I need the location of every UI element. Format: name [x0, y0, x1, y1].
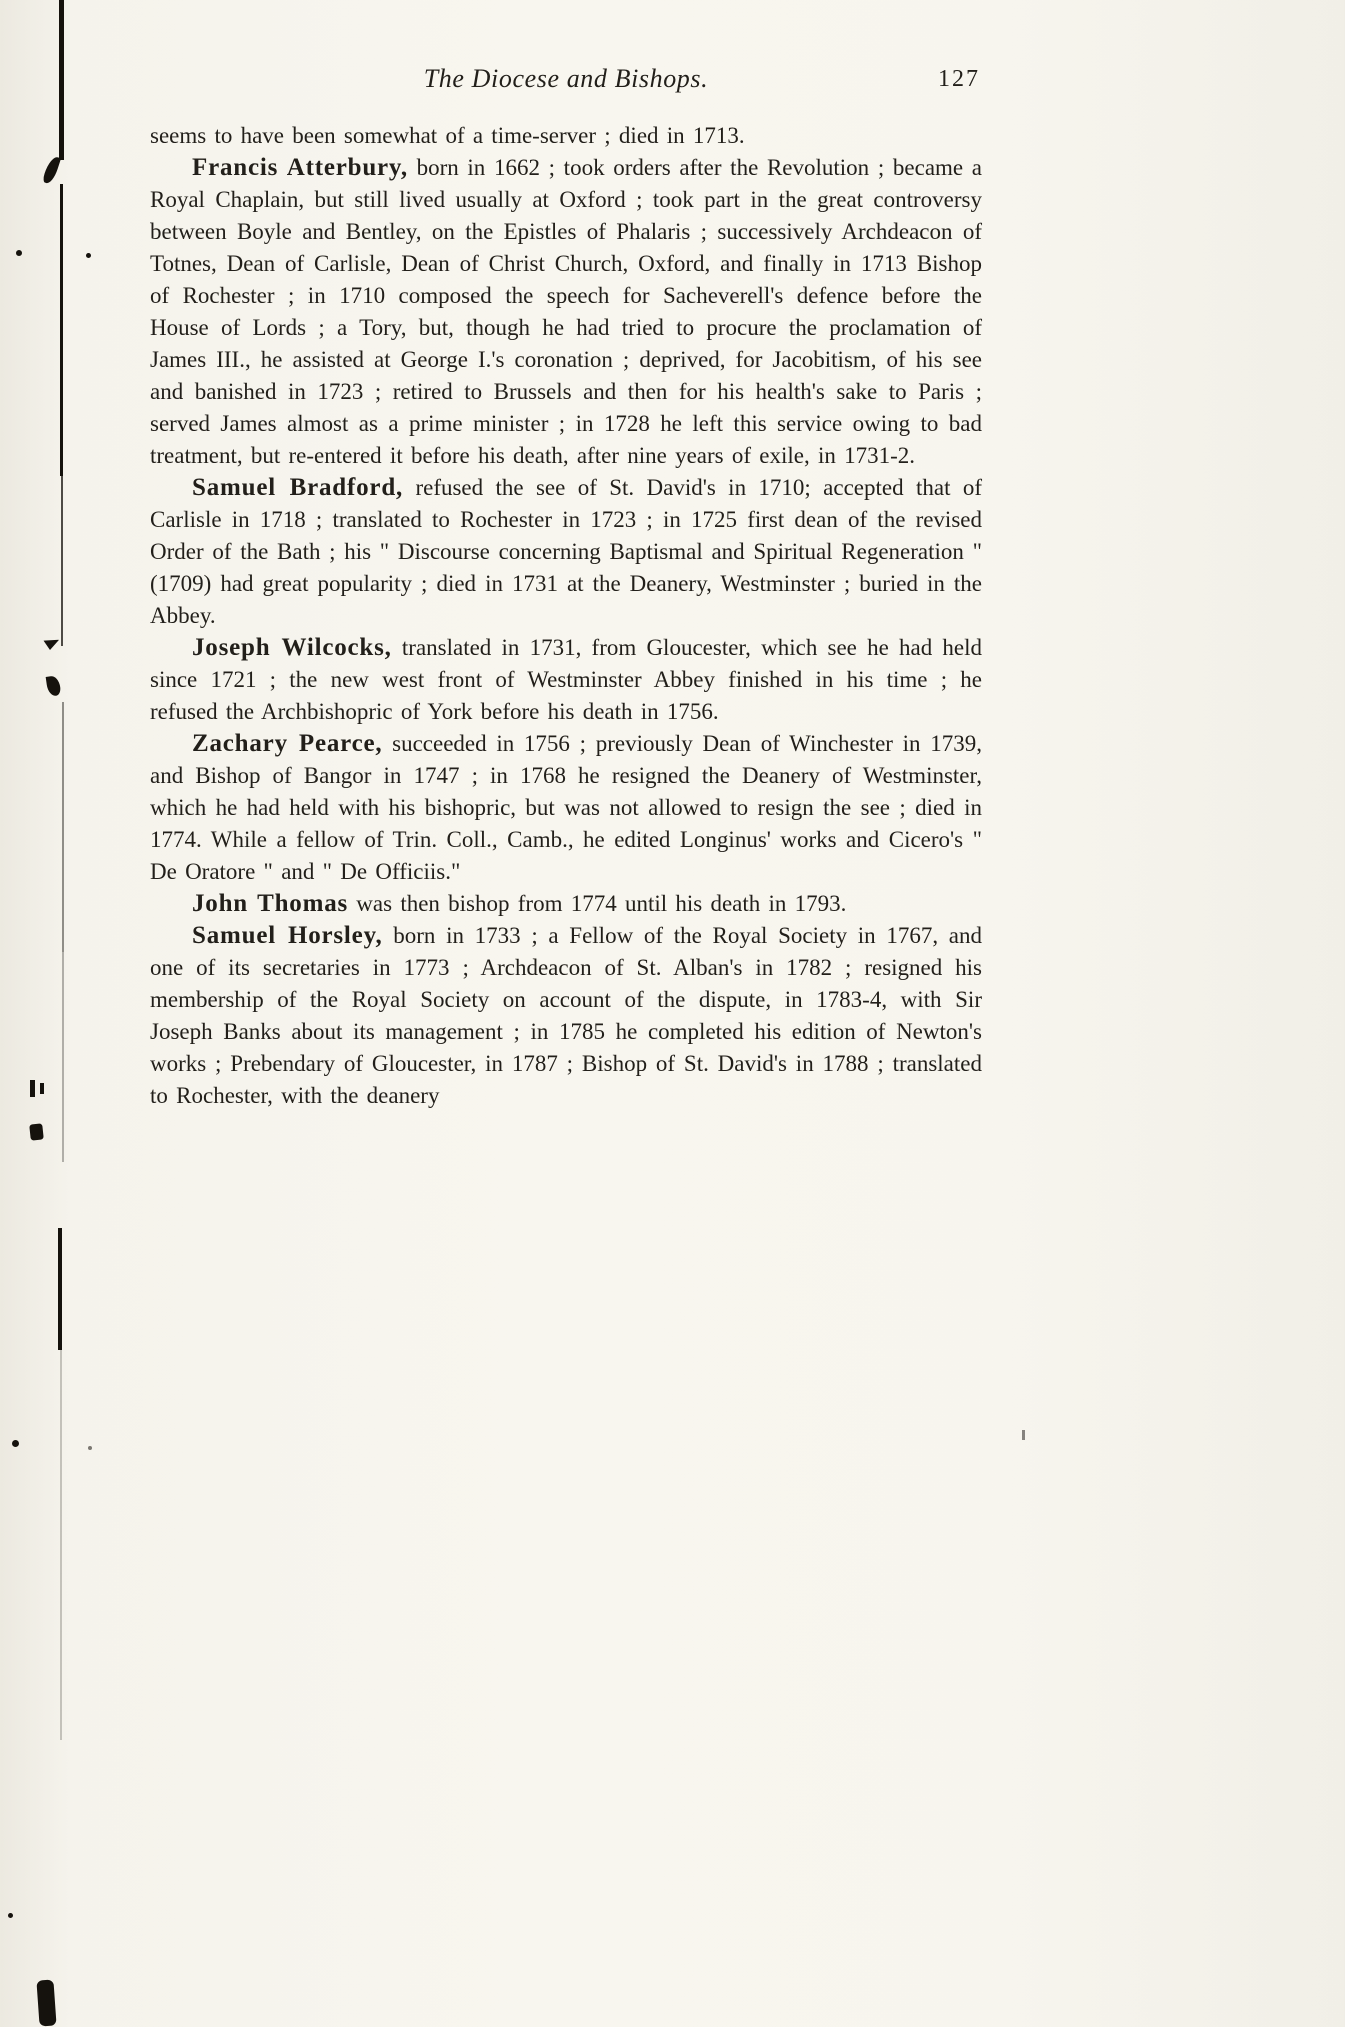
bishop-name: Zachary Pearce,: [192, 730, 383, 757]
bishop-name: Samuel Bradford,: [192, 474, 404, 501]
ink-dot: [8, 1913, 13, 1918]
binding-line-segment: [60, 1350, 62, 1740]
ink-dot: [16, 250, 22, 256]
ink-mark: [42, 155, 61, 185]
paragraph-text: born in 1733 ; a Fellow of the Royal Society in 1767, and one of its secretaries in 1773 ; Archdeacon of St. Alban's in 1782 ; resigned his membership of the Royal Society on account of the dispute, in 1783-4, with Sir Joseph Banks about its management ; in 1785 he completed his edition of Newton's works ; Prebendary of Gloucester, in 1787 ; Bishop of St. David's in 1788 ; translated to Rochester, with the deanery: [150, 923, 982, 1108]
paragraph-text: translated in 1731, from Gloucester, which see he had held since 1721 ; the new west front of Westminster Abbey finished in his time ; he refused the Archbishopric of York before his death in 1756.: [150, 635, 982, 724]
binding-line-segment: [60, 184, 63, 476]
binding-line-segment: [62, 952, 64, 1162]
binding-line-segment: [59, 0, 64, 160]
binding-line-segment: [58, 1228, 62, 1350]
paragraph-samuel-bradford: [150, 472, 982, 632]
ink-dot: [88, 1446, 92, 1450]
bishop-name: John Thomas: [192, 890, 349, 917]
ink-mark: [1022, 1430, 1025, 1440]
paragraph-text: born in 1662 ; took orders after the Revolution ; became a Royal Chaplain, but still lived usually at Oxford ; took part in the great controversy between Boyle and Bentley, on the Epistles of Phalaris ; successively Archdeacon of Totnes, Dean of Carlisle, Dean of Christ Church, Oxford, and finally in 1713 Bishop of Rochester ; in 1710 composed the speech for Sacheverell's defence before the House of Lords ; a Tory, but, though he had tried to procure the proclamation of James III., he assisted at George I.'s coronation ; deprived, for Jacobitism, of his see and banished in 1723 ; retired to Brussels and then for his health's sake to Paris ; served James almost as a prime minister ; in 1728 he left this service owing to bad treatment, but re-entered it before his death, after nine years of exile, in 1731-2.: [150, 155, 982, 468]
paragraph-francis-atterbury: [150, 152, 982, 472]
paragraph-text: succeeded in 1756 ; previously Dean of Winchester in 1739, and Bishop of Bangor in 1747 ; in 1768 he resigned the Deanery of Westminster, which he had held with his bishopric, but was not allowed to resign the see ; died in 1774. While a fellow of Trin. Coll., Camb., he edited Longinus' works and Cicero's " De Oratore " and " De Officiis.": [150, 731, 982, 884]
ink-blob: [36, 1979, 56, 2026]
running-header: [150, 64, 982, 100]
page-text: [150, 120, 982, 1112]
paragraph-text: refused the see of St. David's in 1710; accepted that of Carlisle in 1718 ; translated to Rochester in 1723 ; in 1725 first dean of the revised Order of the Bath ; his " Discourse concerning Baptismal and Spiritual Regeneration " (1709) had great popularity ; died in 1731 at the Deanery, Westminster ; buried in the Abbey.: [150, 475, 982, 628]
ink-mark: [30, 1080, 35, 1097]
paragraph-text: was then bishop from 1774 until his death in 1793.: [348, 891, 847, 916]
ink-dot: [12, 1440, 19, 1447]
paragraph-samuel-horsley: [150, 920, 982, 1112]
ink-dot: [86, 253, 91, 258]
bishop-name: Francis Atterbury,: [192, 154, 408, 181]
ink-mark: [42, 637, 59, 652]
bishop-name: Samuel Horsley,: [192, 922, 383, 949]
paragraph-zachary-pearce: [150, 728, 982, 888]
running-header-title: The Diocese and Bishops.: [423, 64, 709, 93]
page-number: 127: [938, 66, 980, 92]
bishop-name: Joseph Wilcocks,: [192, 634, 392, 661]
ink-mark: [40, 1083, 44, 1094]
paragraph-text: seems to have been somewhat of a time-server ; died in 1713.: [150, 123, 745, 148]
binding-line-segment: [62, 702, 64, 952]
paragraph-joseph-wilcocks: [150, 632, 982, 728]
ink-mark: [29, 1123, 44, 1140]
paragraph-continuation: [150, 120, 982, 152]
paragraph-john-thomas: [150, 888, 982, 920]
binding-line-segment: [61, 476, 63, 646]
ink-mark: [46, 675, 62, 697]
